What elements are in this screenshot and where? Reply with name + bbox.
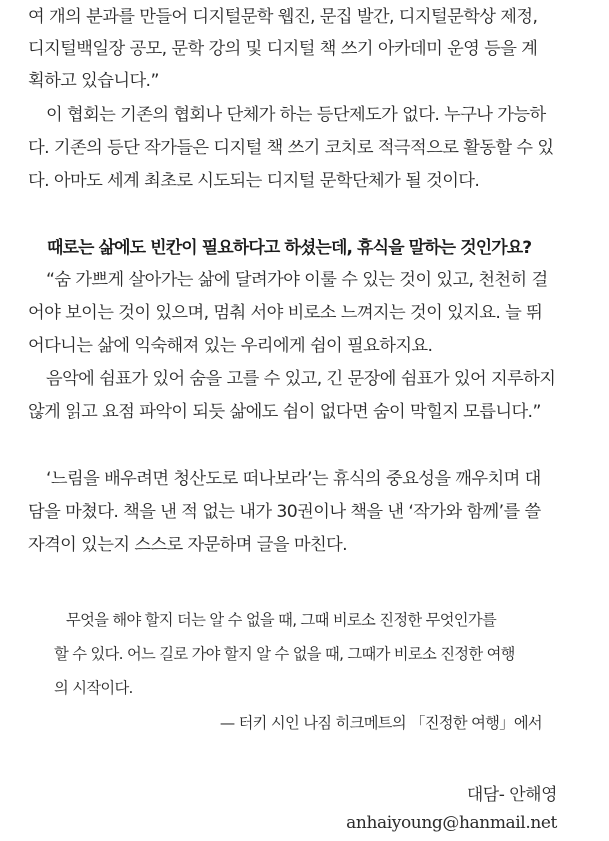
epigraph-line: 무엇을 해야 할지 더는 알 수 없을 때, 그때 비로소 진정한 무엇인가를 (66, 611, 497, 629)
paragraph-line: 이 협회는 기존의 협회나 단체가 하는 등단제도가 없다. 누구나 가능하 (46, 105, 546, 125)
paragraph-line: 디지털백일장 공모, 문학 강의 및 디지털 책 쓰기 아카데미 운영 등을 계 (28, 39, 538, 59)
answer-line: “숨 가쁘게 살아가는 삶에 달려가야 이룰 수 있는 것이 있고, 천천히 걸 (46, 270, 548, 290)
author-email: anhaiyoung@hanmail.net (346, 813, 557, 833)
answer-line: 어다니는 삶에 익숙해져 있는 우리에게 쉼이 필요하지요. (28, 336, 433, 356)
closing-line: ‘느림을 배우려면 청산도로 떠나보라’는 휴식의 중요성을 깨우치며 대 (46, 469, 541, 489)
answer-line: 어야 보이는 것이 있으며, 멈춰 서야 비로소 느껴지는 것이 있지요. 늘 뛰 (28, 303, 543, 323)
epigraph-attribution: — 터키 시인 나짐 히크메트의 「진정한 여행」에서 (219, 714, 542, 732)
epigraph-line: 할 수 있다. 어느 길로 가야 할지 알 수 없을 때, 그때가 비로소 진정한 여행 (54, 645, 515, 663)
interview-question: 때로는 삶에도 빈칸이 필요하다고 하셨는데, 휴식을 말하는 것인가요? (47, 238, 532, 258)
paragraph-line: 다. 기존의 등단 작가들은 디지털 책 쓰기 코치로 적극적으로 활동할 수 있 (28, 138, 554, 158)
closing-line: 담을 마쳤다. 책을 낸 적 없는 내가 30권이나 책을 낸 ‘작가와 함께’를 쓸 (28, 502, 541, 522)
answer-line: 음악에 쉼표가 있어 숨을 고를 수 있고, 긴 문장에 쉼표가 있어 지루하지 (46, 369, 556, 389)
epigraph-line: 의 시작이다. (54, 679, 133, 697)
paragraph-line: 획하고 있습니다.” (28, 71, 159, 91)
byline: 대담- 안해영 (466, 785, 557, 805)
paragraph-line: 여 개의 분과를 만들어 디지털문학 웹진, 문집 발간, 디지털문학상 제정, (28, 7, 538, 27)
answer-line: 않게 읽고 요점 파악이 되듯 삶에도 쉼이 없다면 숨이 막힐지 모릅니다.” (28, 402, 541, 422)
closing-line: 자격이 있는지 스스로 자문하며 글을 마친다. (28, 535, 348, 555)
paragraph-line: 다. 아마도 세계 최초로 시도되는 디지털 문학단체가 될 것이다. (28, 171, 480, 191)
